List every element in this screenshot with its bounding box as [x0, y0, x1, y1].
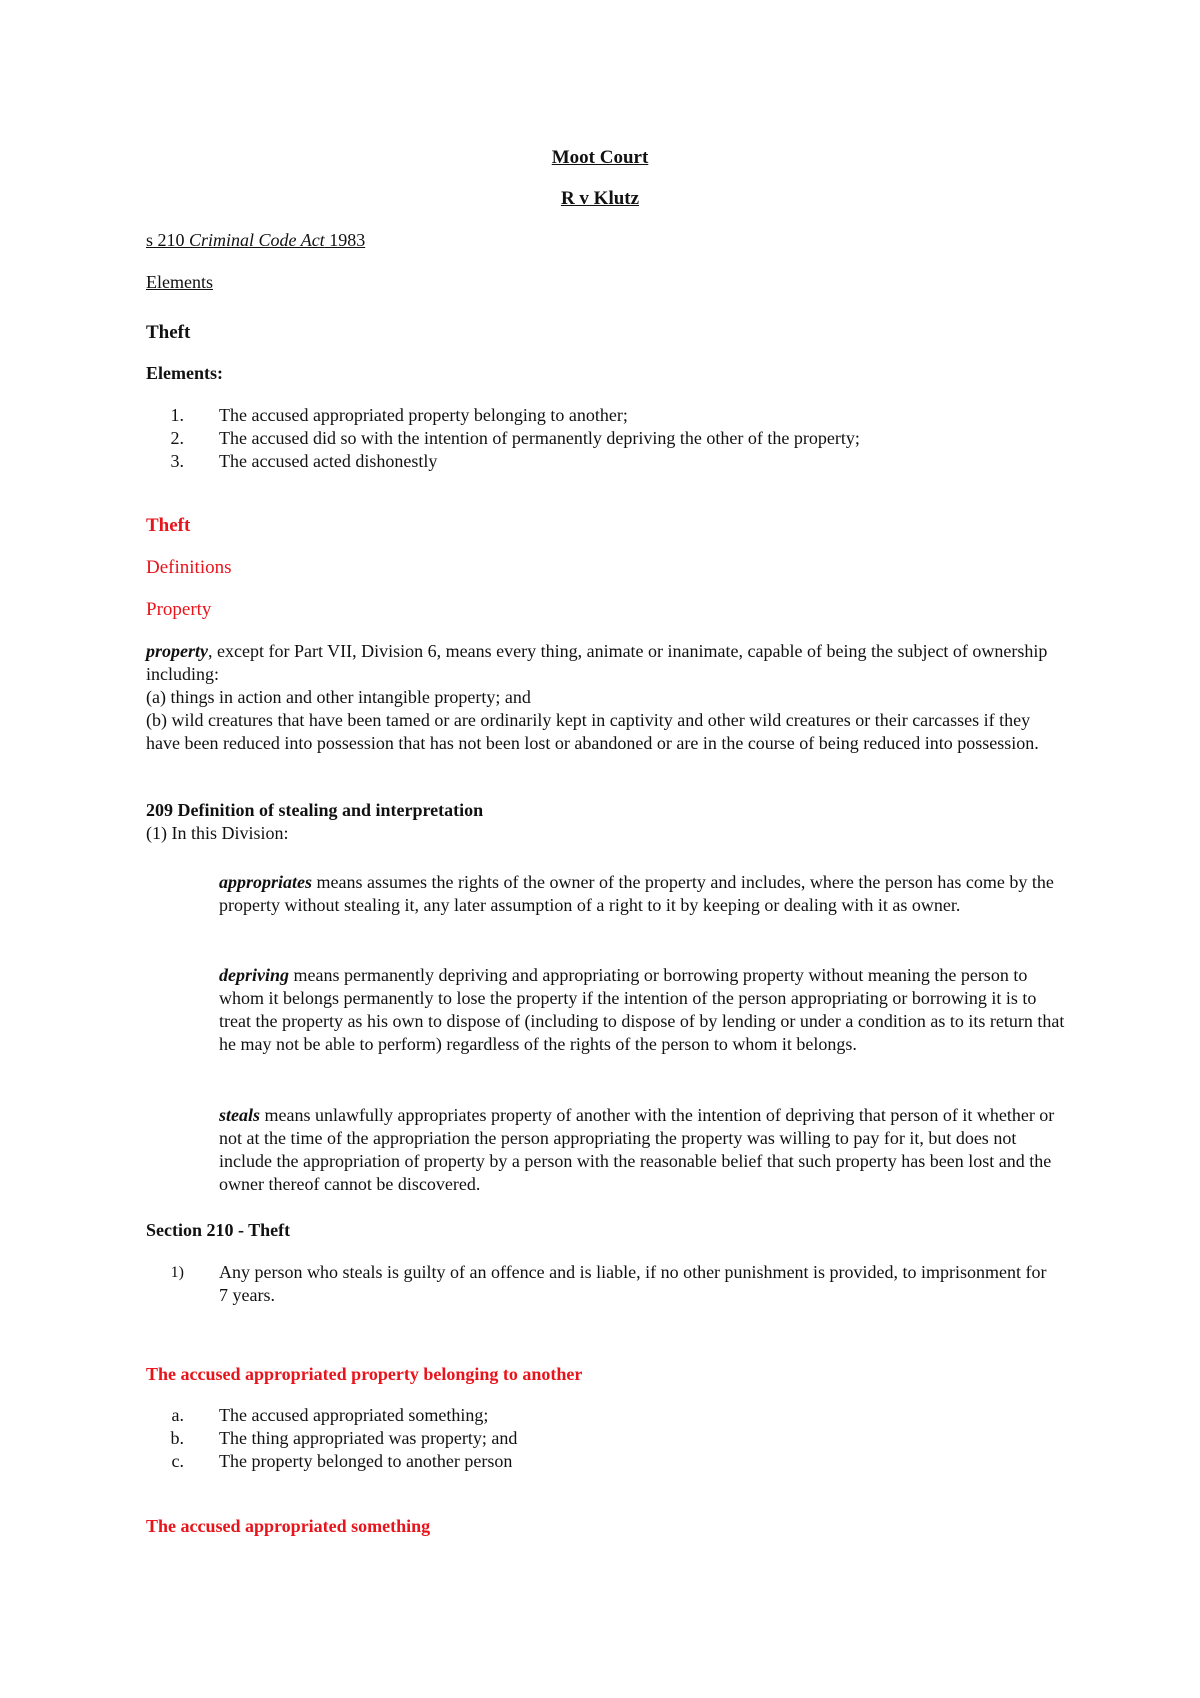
appropriated-something-heading: The accused appropriated something	[146, 1516, 431, 1536]
definition-steals: steals means unlawfully appropriates property of another with the intention of depriving that person of it whether or not at the time of the appropriation the person appropriating the property was willing to pay for it, but does not include the appropriation of property by a person with the reasonable belief that such property has been lost and the owner thereof cannot be discovered.	[219, 1105, 1055, 1194]
document-page: Moot Court R v Klutz s 210 Criminal Code Act 1983 Elements Theft Elements: 1. The accused appropriated property belonging to another; 2. The accused did so with the intention of permanently depriving the other of the property; 3. The accused acted dishonestly Theft Definitions Property property, except for Part VII, Division 6, means every thing, animate or inanimate, capable of being the subject of ownership including: (a) things in action and other intangible property; and (b) wild creatures that have been tamed or are ordinarily kept in captivity and other wild creatures or their carcasses if they have been reduced into possession that has not been lost or abandoned or are in the course of being reduced into possession. 209 Definition of stealing and interpretation (1) In this Division: appropriates means assumes the rights of the owner of the property and includes, where the person has come by the property without stealing it, any later assumption of a right to it by keeping or dealing with it as owner. depriving means permanently depriving and appropriating or borrowing property without meaning the person to whom it belongs permanently to lose the property if the intention of the person appropriating or borrowing it is to treat the property as his own to dispose of (including to dispose of by lending or under a condition as to its return that he may not be able to perform) regardless of the rights of the person to whom it belongs. steals means unlawfully appropriates property of another with the intention of depriving that person of it whether or not at the time of the appropriation the person appropriating the property was willing to pay for it, but does not include the appropriation of property by a person with the reasonable belief that such property has been lost and the owner thereof cannot be discovered. Section 210 - Theft 1) Any person who steals is guilty of an offence and is liable, if no other punishment is provided, to imprisonment for 7 years. The accused appropriated property belonging to another a. The accused appropriated something; b. The thing appropriated was property; and c. The property belonged to another person The accused appropriated something	[0, 0, 1200, 1698]
case-name: R v Klutz	[560, 188, 640, 209]
appropriated-property-heading: The accused appropriated property belonging to another	[146, 1364, 583, 1384]
property-heading: Property	[146, 599, 212, 620]
section-209-intro: (1) In this Division:	[146, 823, 289, 843]
document-title: Moot Court	[551, 147, 649, 168]
definition-appropriates: appropriates means assumes the rights of the owner of the property and includes, where the person has come by the property without stealing it, any later assumption of a right to it by keeping or dealing with it as owner.	[219, 872, 1054, 915]
definition-depriving: depriving means permanently depriving and appropriating or borrowing property without meaning the person to whom it belongs permanently to lose the property if the intention of the person appropriating or borrowing it is to treat the property as his own to dispose of (including to dispose of by lending or under a condition as to its return that he may not be able to perform) regardless of the rights of the person to whom it belongs.	[219, 965, 1065, 1054]
legislation-reference	[146, 229, 365, 252]
defined-term: steals	[219, 1105, 261, 1125]
defined-term: appropriates	[219, 872, 313, 892]
act-year: 1983	[324, 230, 366, 250]
section-210-heading: Section 210 - Theft	[146, 1220, 291, 1240]
section-209-heading: 209 Definition of stealing and interpretation	[146, 800, 484, 820]
defined-term: property	[146, 641, 208, 661]
theft-heading-red: Theft	[146, 515, 191, 536]
elements-heading: Elements:	[146, 363, 223, 383]
theft-heading: Theft	[146, 322, 191, 343]
defined-term: depriving	[219, 965, 289, 985]
act-name: Criminal Code Act	[189, 230, 325, 250]
elements-label: Elements	[146, 272, 213, 292]
section-number: s 210	[146, 230, 190, 250]
definitions-heading: Definitions	[146, 557, 232, 578]
property-definition: property, except for Part VII, Division 6, means every thing, animate or inanimate, capable of being the subject of ownership including: (a) things in action and other intangible property; and (b) wild creatures that have been tamed or are ordinarily kept in captivity and other wild creatures or their carcasses if they have been reduced into possession that has not been lost or abandoned or are in the course of being reduced into possession.	[146, 641, 1048, 753]
